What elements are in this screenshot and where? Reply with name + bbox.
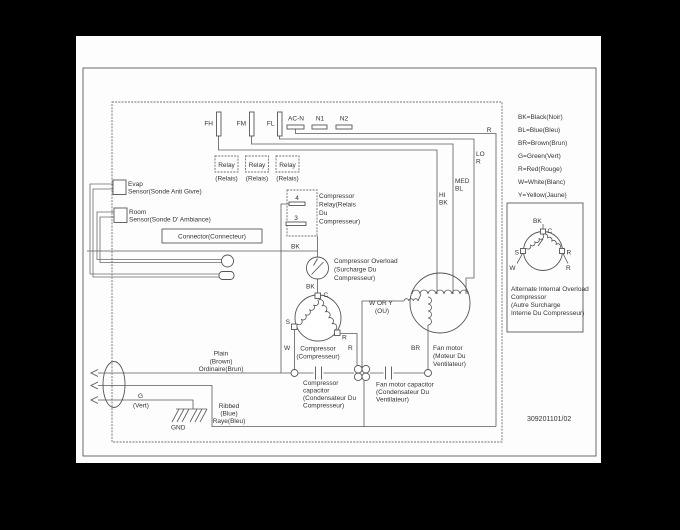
compressor-terminal-c [315,293,321,299]
alt-wire-bk-label: BK [533,218,542,225]
alt-terminal-s [521,249,526,254]
ribbed-wire-line3: Raye(Bleu) [212,418,246,425]
wire-label-hi-color: BK [439,199,448,207]
fan-motor-line2: (Moteur Du [433,353,466,360]
legend-item-br: BR=Brown(Brun) [518,140,568,147]
terminal-fm-label: FM [236,120,246,128]
alt-r2-label: R [566,265,571,272]
fan-cap-line1: Fan motor capacitor [376,381,434,389]
plain-wire-line3: Ordinaire(Brun) [198,366,244,373]
wire-label-bk-relay: BK [291,243,300,251]
ground-wire-line1: G [138,393,144,400]
connector-pin [354,365,362,373]
wire-label-bk-overload: BK [306,283,315,291]
compressor-c-label: C [323,292,329,299]
relay-2-label-fr: (Relais) [245,175,269,183]
terminal-n1-label: N1 [315,115,325,123]
comp-cap-line1: Compressor [303,380,339,387]
alt-terminal-c [541,229,546,234]
junction-terminal-right [425,370,432,377]
relay-pin4-label: 4 [295,195,299,202]
evap-sensor-probe [219,272,234,280]
evap-sensor-line1: Evap [128,181,143,188]
room-sensor-line2: Sensor(Sonde D' Ambiance) [129,216,211,224]
terminal-n1 [312,125,327,129]
compressor-r-label: R [342,334,347,342]
junction-terminal-left [291,370,298,377]
ribbed-wire-line1: Ribbed [218,403,240,410]
terminal-n2-label: N2 [339,115,349,123]
ground-wire-line2: (Vert) [133,402,149,410]
compressor-name: Compressor [300,345,336,353]
wire-label-med-color: BL [455,185,463,193]
alt-text-line2: Compressor [511,294,547,301]
terminal-acn [287,125,304,129]
terminal-fm [250,112,255,136]
relay-3-label: Relay [279,162,296,169]
fan-motor-line1: Fan motor [433,345,463,352]
relay-pin3-label: 3 [294,215,298,222]
overload-line1: Compressor Overload [334,258,398,265]
alt-text-line4: Interne Du Compresseur) [511,310,585,317]
compressor-name-fr: (Compresseur) [296,353,340,361]
room-sensor-probe [222,255,234,267]
overload-line2: (Surcharge Du [334,266,377,274]
alt-w-label: W [509,265,516,272]
legend-item-bl: BL=Blue(Bleu) [518,127,561,134]
legend-item-g: G=Green(Vert) [518,153,561,160]
legend-item-w: W=White(Blanc) [518,179,566,186]
compressor-s-label: S [285,319,290,326]
terminal-fl [278,112,283,136]
legend-item-y: Y=Yellow(Jaune) [518,192,567,199]
plain-wire-line1: Plain [213,350,229,358]
terminal-fl-label: FL [266,120,275,128]
compressor-relay-line4: Compresseur) [319,218,361,226]
compressor-terminal-r [335,330,341,336]
alt-terminal-r [560,249,565,254]
wire-label-r: R [486,127,492,134]
ribbed-wire-line2: (Blue) [220,410,238,418]
room-sensor-box [114,208,127,223]
relay-2-label: Relay [248,162,266,169]
wire-label-r-run: R [348,345,353,352]
wire-label-lo: LO [476,151,485,158]
fan-motor-line3: Ventilateur) [433,361,466,368]
terminal-fh-label: FH [204,120,213,128]
connector-pin [362,365,370,373]
compressor-relay-line3: Du [319,210,328,217]
alt-text-line1: Alternate Internal Overload [511,286,589,293]
connector-pin [354,373,362,381]
connector-box-label: Connector(Connecteur) [178,233,246,241]
compressor-relay-line2: Relay(Relais [319,201,356,209]
relay-3-label-fr: (Relais) [276,175,299,183]
fan-cap-line2: (Condensateur Du [376,389,430,396]
room-sensor-line1: Room [129,209,147,216]
alt-text-line3: (Autre Surcharge [511,302,561,309]
wire-label-w-or-y: W OR Y [369,300,393,307]
wire-label-br: BR [411,345,421,352]
fan-cap-line3: Ventilateur) [376,396,409,404]
terminal-acn-label: AC-N [288,115,304,123]
relay-pin3-contact [286,222,306,226]
terminal-fh [217,112,222,136]
compressor-terminal-s [292,324,298,330]
overload-line3: Compresseur) [334,275,376,282]
wire-label-med: MED [455,178,470,185]
alt-r-label: R [566,249,572,257]
gnd-label: GND [171,424,186,432]
compressor-relay-line1: Compressor [319,193,355,200]
comp-cap-line4: Compresseur) [303,402,345,410]
comp-cap-line3: (Condensateur Du [303,395,357,402]
alt-c-label: C [547,228,553,235]
alt-s-label: S [514,249,519,257]
plain-wire-line2: (Brown) [209,358,233,366]
terminal-n2 [336,125,352,129]
relay-1-label: Relay [218,162,235,169]
relay-1-label-fr: (Relais) [215,175,238,183]
legend-item-bk: BK=Black(Noir) [518,114,563,121]
evap-sensor-box [113,180,126,195]
wire-label-w: W [284,345,291,352]
part-number: 309201101/02 [527,416,572,423]
connector-pin [362,373,370,381]
comp-cap-line2: capacitor [303,387,330,395]
relay-pin4-contact [289,202,305,206]
legend-item-r: R=Red(Rouge) [518,166,562,173]
wire-label-hi: HI [439,192,446,199]
wire-label-lo-color: R [476,158,481,166]
wire-label-ou: (OU) [375,308,390,315]
evap-sensor-line2: Sensor(Sonde Anti Givre) [128,188,202,196]
